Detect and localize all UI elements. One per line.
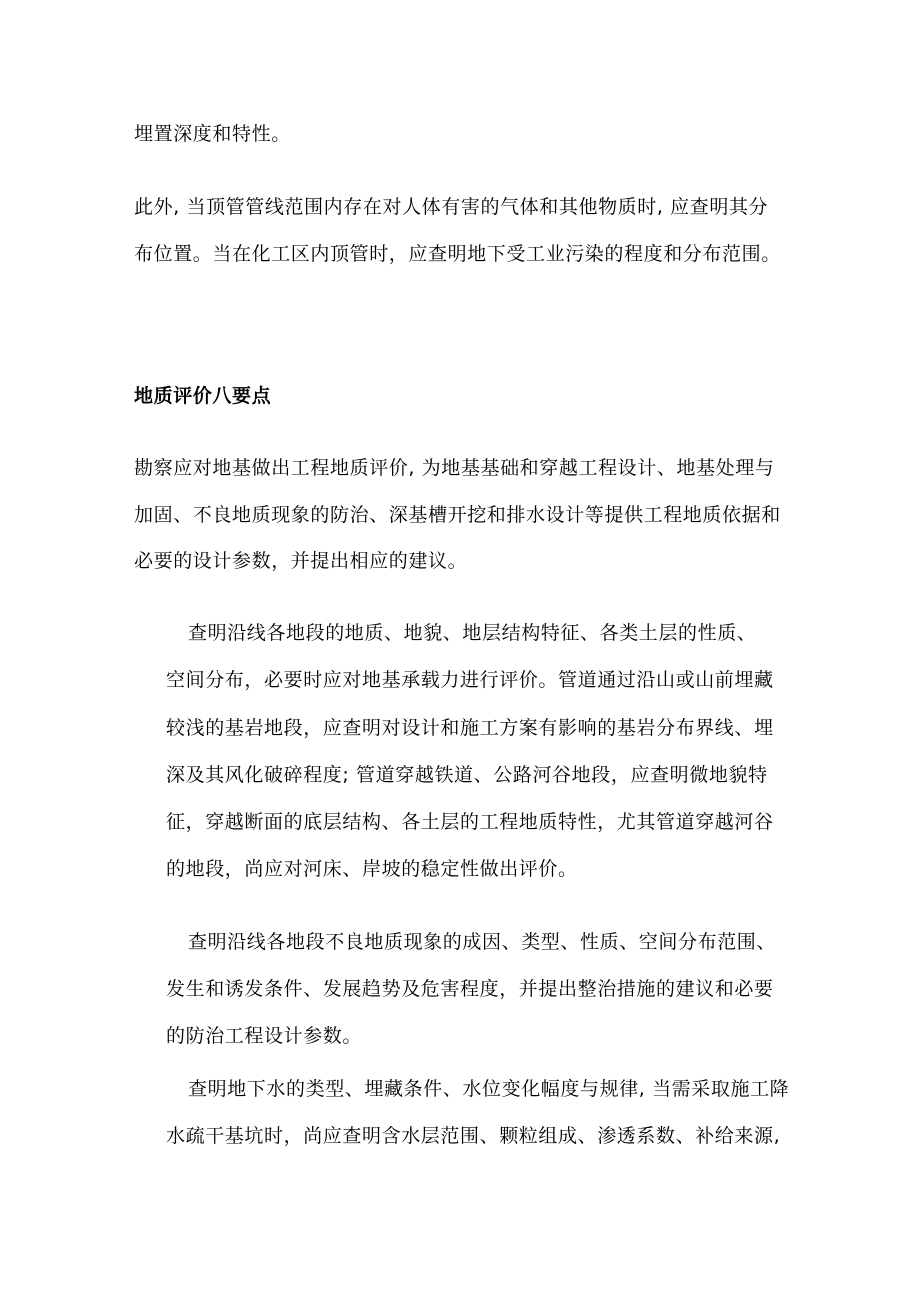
text-line: 埋置深度和特性。 xyxy=(134,123,291,145)
text-line: 深及其风化破碎程度; 管道穿越铁道、公路河谷地段，应查明微地貌特 xyxy=(166,764,768,786)
text-line: 勘察应对地基做出工程地质评价, 为地基基础和穿越工程设计、地基处理与 xyxy=(134,457,775,479)
text-line: 加固、不良地质现象的防治、深基槽开挖和排水设计等提供工程地质依据和 xyxy=(134,504,781,526)
text-line: 布位置。当在化工区内顶管时，应查明地下受工业污染的程度和分布范围。 xyxy=(134,243,781,265)
text-line: 空间分布，必要时应对地基承载力进行评价。管道通过沿山或山前埋藏 xyxy=(166,669,774,691)
text-line: 发生和诱发条件、发展趋势及危害程度，并提出整治措施的建议和必要 xyxy=(166,978,774,1000)
text-line: 必要的设计参数，并提出相应的建议。 xyxy=(134,550,468,572)
text-line: 查明地下水的类型、埋藏条件、水位变化幅度与规律, 当需采取施工降 xyxy=(188,1078,790,1100)
section-heading: 地质评价八要点 xyxy=(134,385,272,407)
text-line: 查明沿线各地段的地质、地貌、地层结构特征、各类土层的性质、 xyxy=(188,622,757,644)
text-line: 的防治工程设计参数。 xyxy=(166,1025,363,1047)
text-line: 较浅的基岩地段，应查明对设计和施工方案有影响的基岩分布界线、埋 xyxy=(166,717,774,739)
text-line: 查明沿线各地段不良地质现象的成因、类型、性质、空间分布范围、 xyxy=(188,931,777,953)
text-line: 征，穿越断面的底层结构、各土层的工程地质特性，尤其管道穿越河谷 xyxy=(166,811,774,833)
text-line: 水疏干基坑时，尚应查明含水层范围、颗粒组成、渗透系数、补给来源, xyxy=(166,1125,781,1147)
text-line: 此外, 当顶管管线范围内存在对人体有害的气体和其他物质时, 应查明其分 xyxy=(134,196,769,218)
text-line: 的地段，尚应对河床、岸坡的稳定性做出评价。 xyxy=(166,858,578,880)
